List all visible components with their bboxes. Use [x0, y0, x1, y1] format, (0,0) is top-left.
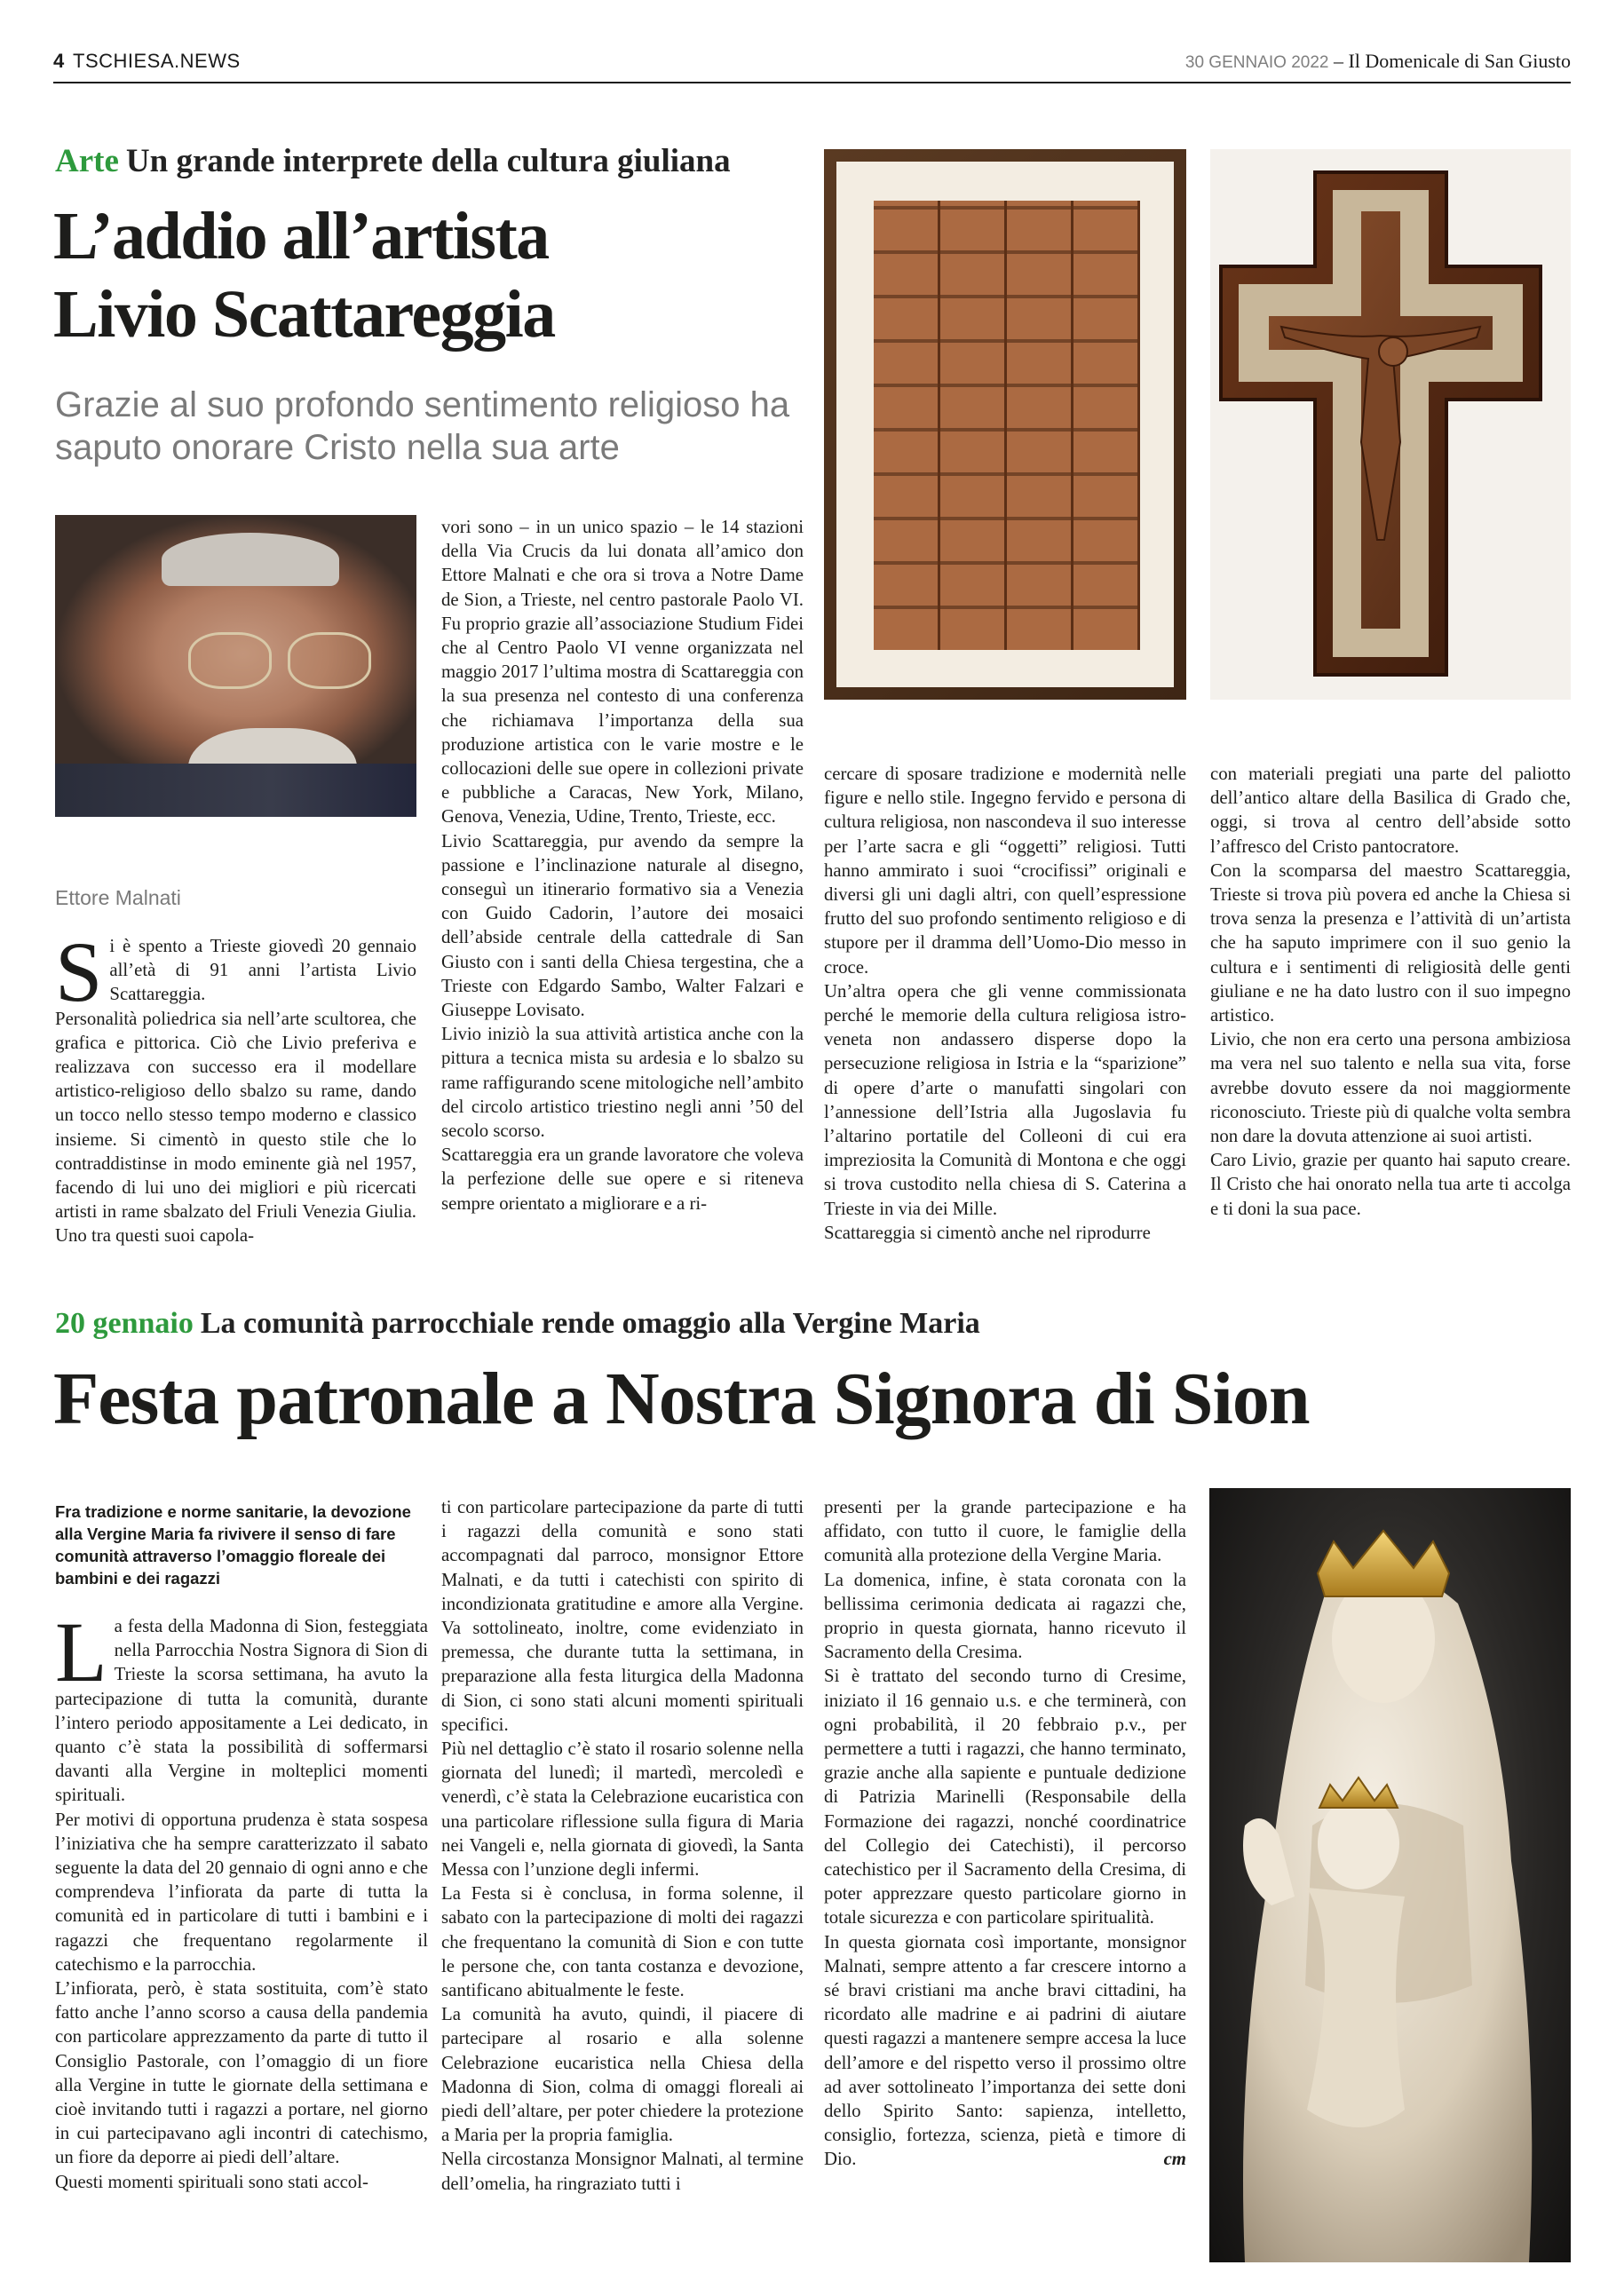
site-name[interactable]: TSCHIESA.NEWS [73, 50, 241, 72]
article2-column-1 [55, 1604, 428, 2194]
crucifix-artwork-photo [1210, 149, 1571, 700]
article2-paragraph-text: In questa giornata così importante, monsignor Malnati, sempre attento a far crescere intorno a sé bravi cristiani ma anche bravi cittadini, ha ricordato alle madrine e ai padrini di aiutare questi ragazzi a mantenere sempre accesa la luce dell’amore e del rispetto verso il prossimo oltre ad aver sottolineato l’importanza dei sette doni dello Spirito Santo: sapienza, intelletto, consiglio, fortezza, scienza, pietà e timore di Dio. [824, 1931, 1186, 2170]
article2-column-3 [824, 1495, 1186, 2172]
article1-paragraph: Caro Livio, grazie per quanto hai saputo creare. Il Cristo che hai onorato nella tua arte ti accolga e ti doni la sua pace. [1210, 1150, 1571, 1219]
article2-kicker [55, 1307, 980, 1341]
artist-portrait-photo [55, 515, 416, 817]
article1-kicker [55, 142, 731, 180]
article1-column-2 [441, 515, 804, 1216]
article2-paragraph [824, 1930, 1186, 2172]
article1-paragraph: cercare di sposare tradizione e modernità nelle figure e nello stile. Ingegno fervido e persona di cultura religiosa, non nascondeva il suo interesse per l’arte sacra e gli “oggetti” religiosi. Tutti hanno ammirato i suoi “crocifissi” originali e diversi gli uni dagli altri, con quell’espressione frutto del suo profondo sentimento religioso e di stupore per il dramma dell’Uomo-Dio messo in croce. [824, 764, 1186, 978]
article1-paragraph: Livio iniziò la sua attività artistica anche con la pittura a tecnica mista su ardesia e lo sbalzo su rame raffigurando scene mitologiche nell’ambito del circolo artistico triestino negli anni ’50 del secolo scorso. [441, 1024, 804, 1142]
header-separator: – [1328, 50, 1349, 72]
article2-paragraph: Più nel dettaglio c’è stato il rosario solenne nella giornata del lunedì; il martedì, mercoledì e venerdì, c’è stata la Celebrazione eucaristica con una particolare riflessione sulla figura di Maria nei Vangeli e, nella giornata di giovedì, la Santa Messa con l’unzione degli infermi. [441, 1738, 804, 1881]
article1-paragraph: Scattareggia si cimentò anche nel riprodurre [824, 1222, 1151, 1243]
article2-paragraph: La Festa si è conclusa, in forma solenne, il sabato con la partecipazione di molti dei ragazzi che frequentano la comunità di Sion e con tutte le persone che, con tanta costanza e devozione, santificano abitualmente le feste. [441, 1883, 804, 2001]
article1-author-byline: Ettore Malnati [55, 886, 181, 909]
article1-paragraph-text: i è spento a Trieste giovedì 20 gennaio all’età di 91 anni l’artista Livio Scattareggia. [109, 936, 416, 1005]
issue-date: 30 GENNAIO 2022 [1184, 53, 1329, 72]
article2-signature: cm [1163, 2149, 1186, 2170]
article1-paragraph: Con la scomparsa del maestro Scattareggia, Trieste si trova più povera ed anche la Chiesa si trova senza la presenza e l’attività di un’artista che ha saputo imprimere con il suo genio la cultura e i sentimenti di religiosità delle genti giuliane e ne ha dato lustro con il suo impegno artistico. [1210, 859, 1571, 1026]
article1-section: Arte [55, 143, 119, 179]
article1-paragraph: con materiali pregiati una parte del paliotto dell’antico altare della Basilica di Grado che, oggi, si trova al centro dell’abside sotto l’affresco del Cristo pantocratore. [1210, 764, 1571, 857]
via-crucis-artwork-photo [824, 149, 1186, 700]
article1-column-1 [55, 924, 416, 1248]
article2-paragraph [55, 1604, 428, 1808]
article1-paragraph: Scattareggia era un grande lavoratore che voleva la perfezione delle sue opere e si riteneva sempre orientato a migliorare e a ri- [441, 1144, 804, 1214]
article2-section: 20 gennaio [55, 1307, 194, 1340]
page-header [53, 46, 1571, 83]
portrait-jacket [55, 764, 416, 817]
article1-headline-line1: L’addio all’artista [53, 199, 549, 273]
article2-paragraph: L’infiorata, però, è stata sostituita, com’è stato fatto anche l’anno scorso a causa della pandemia con particolare apprezzamento da parte di tutto il Consiglio Pastorale, con l’omaggio di un fiore alla Vergine in tutte le giornate della settimana e cioè invitando tutti i ragazzi a portare, nel giorno in cui partecipavano agli incontri di catechismo, un fiore da deporre ai piedi dell’altare. [55, 1978, 428, 2168]
article2-column-2 [441, 1495, 804, 2196]
article2-headline: Festa patronale a Nostra Signora di Sion [53, 1358, 1310, 1440]
article2-lead: Fra tradizione e norme sanitarie, la devozione alla Vergine Maria fa rivivere il senso di fare comunità attraverso l’omaggio floreale dei bambini e dei ragazzi [55, 1502, 411, 1588]
article2-paragraph: Nella circostanza Monsignor Malnati, al termine dell’omelia, ha ringraziato tutti i [441, 2149, 804, 2194]
article2-paragraph: Si è trattato del secondo turno di Cresime, iniziato il 16 gennaio u.s. e che terminerà, con ogni probabilità, il 20 febbraio p.v., per permettere a tutti i ragazzi, che hanno terminato, grazie anche alla sapiente e puntuale dedizione di Patrizia Marinelli (Responsabile della Formazione dei ragazzi, nonché coordinatrice del Collegio dei Catechisti), il percorso catechistico per il Sacramento della Cresima, di poter apprezzare questo particolare giorno in totale sicurezza e con particolare spiritualità. [824, 1666, 1186, 1928]
article2-paragraph: La domenica, infine, è stata coronata con la bellissima cerimonia dedicata ai ragazzi che, proprio in questa giornata, hanno ricevuto il Sacramento della Cresima. [824, 1569, 1186, 1663]
madonna-statue-drawing [1209, 1488, 1571, 2262]
article2-paragraph: Per motivi di opportuna prudenza è stata sospesa l’iniziativa che ha sempre caratterizzato il sabato seguente la data del 20 gennaio di ogni anno e che comprendeva l’infiorata da parte di tutta la comunità ed in particolare di tutti i bambini e i ragazzi che frequentano regolarmente il catechismo e la parrocchia. [55, 1809, 428, 1975]
article1-paragraph: vori sono – in un unico spazio – le 14 stazioni della Via Crucis da lui donata all’amico don Ettore Malnati e che ora si trova a Notre Dame de Sion, a Trieste, nel centro pastorale Paolo VI. Fu proprio grazie all’associazione Studium Fidei che al Centro Paolo VI venne organizzata nel maggio 2017 l’ultima mostra di Scattareggia con la sua presenza nel contesto di una conferenza che richiamava l’importanza della sua produzione artistica con le varie mostre e le collocazioni delle sue opere in collezioni private e pubbliche a Caracas, New York, Milano, Genova, Venezia, Udine, Trento, Trieste, ecc. [441, 517, 804, 828]
article1-paragraph: Un’altra opera che gli venne commissionata perché le memorie della cultura religiosa istro-veneta non andassero disperse dopo la persecuzione religiosa in Istria e la “sparizione” di opere d’arte o manufatti singolari con l’annessione dell’Istria alla Jugoslavia fu l’altarino portatile del Colleoni di cui era impreziosita la Comunità di Montona e che oggi si trova custodito nella chiesa di S. Caterina a Trieste in via dei Mille. [824, 980, 1186, 1219]
article2-paragraph-text: a festa della Madonna di Sion, festeggiata nella Parrocchia Nostra Signora di Sion di Trieste la scorsa settimana, ha avuto la partecipazione di tutta la comunità, durante l’intero periodo appositamente a Lei dedicato, in quanto c’è stata la possibilità di soffermarsi davanti alla Vergine in molteplici momenti spirituali. [55, 1616, 428, 1806]
article1-headline [53, 197, 817, 353]
article2-paragraph: La comunità ha avuto, quindi, il piacere di partecipare al rosario e alla solenne Celebrazione eucaristica nella Chiesa della Madonna di Sion, colma di omaggi floreali ai piedi dell’altare, per poter chiedere la protezione a Maria per la propria famiglia. [441, 2004, 804, 2146]
plaque-dividers [874, 201, 1140, 650]
header-issue-info [1185, 50, 1571, 73]
article1-dropcap: S [55, 924, 103, 1019]
publication-name: Il Domenicale di San Giusto [1348, 50, 1571, 72]
article2-paragraph: presenti per la grande partecipazione e ha affidato, con tutto il cuore, le famiglie della comunità alla protezione della Vergine Maria. [824, 1497, 1186, 1566]
portrait-glasses-left [188, 632, 272, 689]
article2-dropcap: L [55, 1604, 107, 1699]
crucifix-drawing [1210, 149, 1571, 700]
article1-column-4 [1210, 762, 1571, 1221]
article2-paragraph: ti con particolare partecipazione da parte di tutti i ragazzi della comunità e sono stati accompagnati dal parroco, monsignor Ettore Malnati, e da tutti i catechisti con spirito di incondizionata gratitudine e amore alla Vergine. Va sottolineato, inoltre, come evidenziato in premessa, che durante tutta la settimana, in preparazione alla festa liturgica della Madonna di Sion, ci sono stati alcuni momenti spirituali specifici. [441, 1497, 804, 1735]
madonna-statue-photo [1209, 1488, 1571, 2262]
article1-subtitle: Grazie al suo profondo sentimento religioso ha saputo onorare Cristo nella sua arte [55, 385, 790, 467]
portrait-hair [162, 533, 339, 586]
article1-kicker-text: Un grande interprete della cultura giuliana [125, 143, 731, 179]
article1-paragraph [55, 924, 416, 1019]
article1-paragraph: Personalità poliedrica sia nell’arte scultorea, che grafica e pittorica. Ciò che Livio preferiva e realizzava con successo era il modellare artistico-religioso dello sbalzo su rame, dando un tocco nello stesso tempo moderno e classico insieme. Si cimentò in questo stile che lo contraddistinse in modo eminente già nel 1957, facendo di lui uno dei migliori e più ricercati artisti in rame sbalzato del Friuli Venezia Giulia. Uno tra questi suoi capola- [55, 1008, 416, 1247]
article1-headline-line2: Livio Scattareggia [53, 277, 555, 352]
portrait-glasses-right [288, 632, 371, 689]
article1-paragraph: Livio Scattareggia, pur avendo da sempre la passione e l’inclinazione naturale al disegno, conseguì un itinerario formativo sia a Venezia con Guido Cadorin, l’autore dei mosaici dell’abside centrale della cattedrale di San Giusto con i santi della Chiesa tergestina, che a Trieste con Edgardo Sambo, Walter Falzari e Giuseppe Lovisato. [441, 830, 804, 1021]
article2-paragraph: Questi momenti spirituali sono stati accol- [55, 2171, 368, 2192]
article1-paragraph: Livio, che non era certo una persona ambiziosa ma vera nel suo talento e nella sua vita, forse avrebbe dovuto essere da noi maggiormente riconosciuto. Trieste più di qualche volta sembra non dare la dovuta attenzione ai suoi artisti. [1210, 1029, 1571, 1147]
page-number: 4 [53, 50, 65, 72]
article2-kicker-text: La comunità parrocchiale rende omaggio alla Vergine Maria [200, 1307, 980, 1340]
article1-column-3 [824, 762, 1186, 1245]
